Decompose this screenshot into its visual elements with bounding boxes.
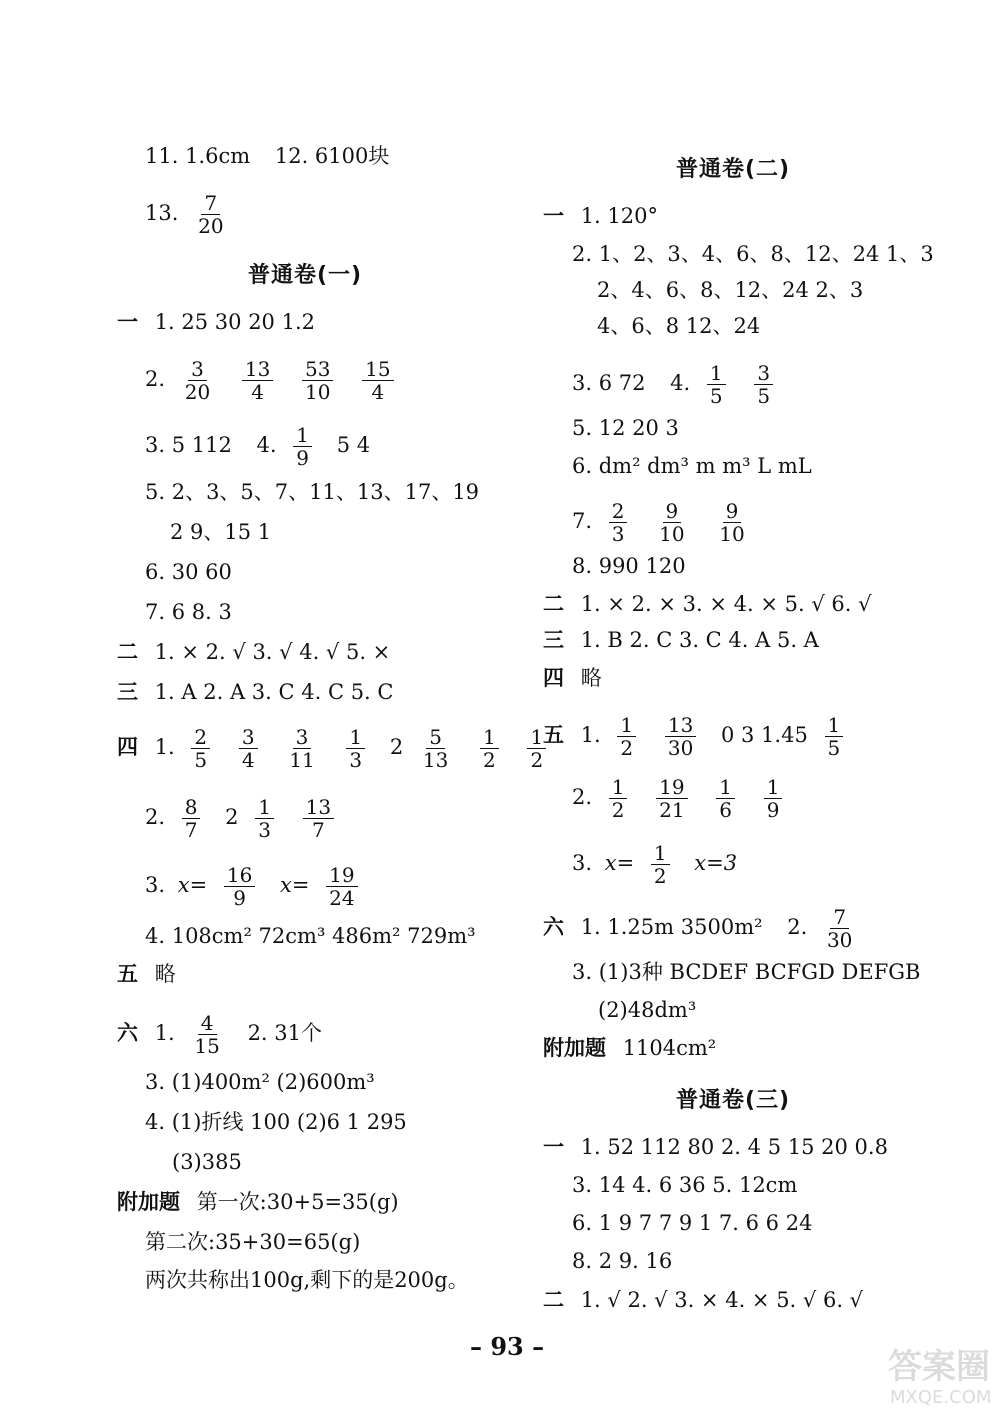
answer-text: 3. 5 112: [145, 433, 232, 457]
fraction: $\frac{15}{4}$: [362, 358, 393, 403]
answer-text: 1. 52 112 80 2. 4 5 15 20 0.8: [580, 1135, 888, 1159]
answer-line: [597, 276, 881, 304]
answer-text: 1. B 2. C 3. C 4. A 5. A: [580, 628, 819, 652]
question-number: 2.: [145, 805, 166, 829]
answer-line: [543, 202, 676, 230]
answer-line: [145, 192, 245, 237]
answer-text: 1. × 2. √ 3. √ 4. √ 5. ×: [154, 640, 391, 664]
answer-text: (3)385: [172, 1150, 242, 1174]
section-label: 六: [117, 1020, 138, 1045]
answer-line: [572, 776, 800, 821]
fraction: $\frac{3}{11}$: [289, 725, 315, 772]
answer-text: 6. 1 9 7 7 9 1 7. 6 6 24: [572, 1211, 813, 1235]
answer-line: [145, 598, 250, 626]
answer-text: 略: [154, 962, 176, 986]
answer-line: [572, 452, 830, 480]
answer-text: 1. A 2. A 3. C 4. C 5. C: [154, 680, 394, 704]
answer-line: [572, 362, 791, 407]
answer-text: 5. 2、3、5、7、11、13、17、19: [145, 480, 480, 504]
fraction: $\frac{9}{10}$: [659, 499, 685, 546]
question-number: 4.: [256, 433, 277, 457]
equation-var: x=: [604, 851, 635, 875]
section-label: 一: [117, 309, 138, 334]
answer-line: [572, 414, 697, 442]
answer-text: 5. 12 20 3: [572, 416, 679, 440]
section-label: 附加题: [543, 1035, 606, 1060]
answer-line: [543, 1286, 881, 1314]
answer-text: 2 9、15 1: [170, 520, 272, 544]
section-label: 六: [543, 914, 564, 939]
answer-text: 3. 6 72: [572, 371, 646, 395]
answer-line: [145, 478, 497, 506]
answer-text: 4. (1)折线 100 (2)6 1 295: [145, 1110, 407, 1134]
section-label: 三: [543, 627, 564, 652]
fraction: $\frac{16}{9}$: [224, 864, 255, 909]
fraction: $\frac{2}{3}$: [609, 500, 628, 545]
answer-text: 6. 30 60: [145, 560, 232, 584]
fraction: $\frac{1}{5}$: [825, 714, 844, 759]
fraction: $\frac{7}{30}$: [826, 905, 853, 952]
answer-text: 1. 25 30 20 1.2: [154, 310, 315, 334]
answer-line: [572, 1209, 830, 1237]
fraction: $\frac{9}{10}$: [719, 499, 745, 546]
answer-line: [117, 1012, 340, 1057]
section-title: 普通卷(一): [248, 263, 363, 288]
answer-line: [117, 1188, 417, 1216]
answer-line: [543, 664, 620, 692]
answer-line: [572, 1171, 815, 1199]
watermark-logo: [878, 1335, 996, 1415]
fraction: $\frac{2}{5}$: [191, 726, 210, 771]
answer-text: 第一次:30+5=35(g): [196, 1190, 399, 1214]
answer-text: 2. 1、2、3、4、6、8、12、24 1、3: [572, 242, 934, 266]
equation-var: x=3: [694, 851, 738, 875]
answer-line: [572, 552, 704, 580]
question-number: 3.: [145, 873, 166, 897]
fraction: $\frac{1}{3}$: [255, 796, 274, 841]
answer-line: [145, 1108, 425, 1136]
answer-text: 7. 6 8. 3: [145, 600, 232, 624]
fraction: $\frac{53}{10}$: [302, 358, 333, 403]
section-label: 五: [117, 961, 138, 986]
answer-line: [117, 678, 411, 706]
answer-line: [145, 1266, 487, 1294]
fraction: $\frac{5}{13}$: [422, 725, 449, 772]
fraction: $\frac{3}{5}$: [754, 362, 773, 407]
answer-line: [543, 590, 889, 618]
answer-line: [117, 726, 564, 771]
answer-line: [597, 312, 778, 340]
answer-line: [572, 842, 755, 887]
question-number: 2.: [572, 785, 593, 809]
answer-line: [598, 996, 714, 1024]
watermark-url: MXQE.COM: [890, 1387, 992, 1408]
answer-line: [145, 558, 250, 586]
answer-line: [572, 958, 939, 986]
answer-text: 8. 2 9. 16: [572, 1249, 673, 1273]
fraction: $\frac{3}{20}$: [184, 357, 211, 404]
fraction: $\frac{1}{5}$: [707, 362, 726, 407]
answer-line: [543, 906, 873, 951]
answer-text: 2: [389, 735, 404, 759]
answer-text: 2. 31个: [247, 1021, 322, 1045]
answer-line: [572, 1247, 690, 1275]
question-number: 1.: [154, 735, 175, 759]
fraction: $\frac{1}{2}$: [527, 726, 546, 771]
fraction: $\frac{1}{2}$: [609, 776, 628, 821]
answer-line: [145, 922, 494, 950]
answer-line: [543, 1133, 906, 1161]
question-number: 3.: [572, 851, 593, 875]
answer-text: 3. (1)400m² (2)600m³: [145, 1070, 375, 1094]
section-label: 二: [117, 639, 138, 664]
answer-text: 3. (1)3种 BCDEF BCFGD DEFGB: [572, 960, 921, 984]
section-label: 二: [543, 591, 564, 616]
fraction: $\frac{1}{2}$: [480, 726, 499, 771]
answer-text: 4、6、8 12、24: [597, 314, 761, 338]
answer-line: [170, 518, 289, 546]
answer-text: 3. 14 4. 6 36 5. 12cm: [572, 1173, 798, 1197]
answer-text: 1104cm²: [622, 1036, 717, 1060]
fraction: $\frac{1}{2}$: [651, 842, 670, 887]
page-number: – 93 –: [470, 1332, 545, 1361]
answer-text: 1. × 2. × 3. × 4. × 5. √ 6. √: [580, 592, 872, 616]
section-label: 附加题: [117, 1189, 180, 1214]
answer-text: 11. 1.6cm: [145, 144, 251, 168]
fraction: $\frac{1}{9}$: [293, 424, 312, 469]
answer-line: [145, 358, 412, 403]
answer-line: [172, 1148, 260, 1176]
answer-line: [543, 626, 837, 654]
answer-line: [543, 714, 861, 759]
answer-line: [572, 240, 952, 268]
fraction: $\frac{19}{21}$: [656, 776, 687, 821]
answer-line: [117, 960, 194, 988]
answer-text: 两次共称出100g,剩下的是200g。: [145, 1268, 469, 1292]
answer-text: 4. 108cm² 72cm³ 486m² 729m³: [145, 924, 476, 948]
question-number: 1.: [580, 723, 601, 747]
fraction: $\frac{13}{4}$: [242, 358, 273, 403]
fraction: $\frac{1}{2}$: [617, 714, 636, 759]
question-number: 2.: [145, 367, 166, 391]
section-label: 三: [117, 679, 138, 704]
section-label: 四: [543, 665, 564, 690]
answer-line: [145, 142, 407, 170]
fraction: $\frac{4}{15}$: [194, 1011, 220, 1058]
section-label: 一: [543, 203, 564, 228]
answer-text: 0 3 1.45: [720, 723, 808, 747]
watermark-text: 答案圈: [888, 1347, 990, 1387]
fraction: $\frac{8}{7}$: [182, 796, 201, 841]
question-number: 13.: [145, 201, 179, 225]
section-label: 二: [543, 1287, 564, 1312]
answer-line: [145, 864, 376, 909]
equation-var: x=: [177, 873, 208, 897]
question-number: 2.: [787, 915, 808, 939]
question-number: 1.: [154, 1021, 175, 1045]
answer-text: 5 4: [336, 433, 371, 457]
section-label: 五: [543, 722, 564, 747]
fraction: $\frac{3}{4}$: [239, 726, 258, 771]
answer-text: 第二次:35+30=65(g): [145, 1230, 361, 1254]
answer-text: 1. √ 2. √ 3. × 4. × 5. √ 6. √: [580, 1288, 864, 1312]
answer-line: [145, 796, 352, 841]
answer-text: 8. 990 120: [572, 554, 686, 578]
section-title: 普通卷(二): [676, 157, 791, 182]
answer-text: 12. 6100块: [274, 144, 390, 168]
answer-line: [145, 424, 388, 469]
fraction: $\frac{13}{7}$: [303, 796, 334, 841]
section-label: 四: [117, 734, 138, 759]
answer-line: [572, 500, 766, 545]
answer-line: [145, 1228, 378, 1256]
answer-text: 1. 1.25m 3500m²: [580, 915, 763, 939]
section-title: 普通卷(三): [676, 1088, 791, 1113]
fraction: $\frac{1}{9}$: [764, 776, 783, 821]
answer-text: 略: [580, 666, 602, 690]
fraction: $\frac{1}{6}$: [716, 776, 735, 821]
answer-text: 6. dm² dm³ m m³ L mL: [572, 454, 812, 478]
fraction: $\frac{13}{30}$: [665, 714, 696, 759]
question-number: 4.: [670, 371, 691, 395]
answer-line: [117, 308, 333, 336]
section-label: 一: [543, 1134, 564, 1159]
fraction: $\frac{7}{20}$: [198, 191, 224, 238]
answer-text: (2)48dm³: [598, 998, 697, 1022]
fraction: $\frac{1}{3}$: [346, 726, 365, 771]
fraction: $\frac{19}{24}$: [326, 864, 357, 909]
question-number: 7.: [572, 509, 593, 533]
answer-line: [145, 1068, 393, 1096]
answer-line: [117, 638, 408, 666]
answer-text: 2: [225, 805, 239, 829]
answer-line: [543, 1034, 734, 1062]
equation-var: x=: [280, 873, 310, 897]
answer-text: 1. 120°: [580, 204, 658, 228]
answer-text: 2、4、6、8、12、24 2、3: [597, 278, 864, 302]
